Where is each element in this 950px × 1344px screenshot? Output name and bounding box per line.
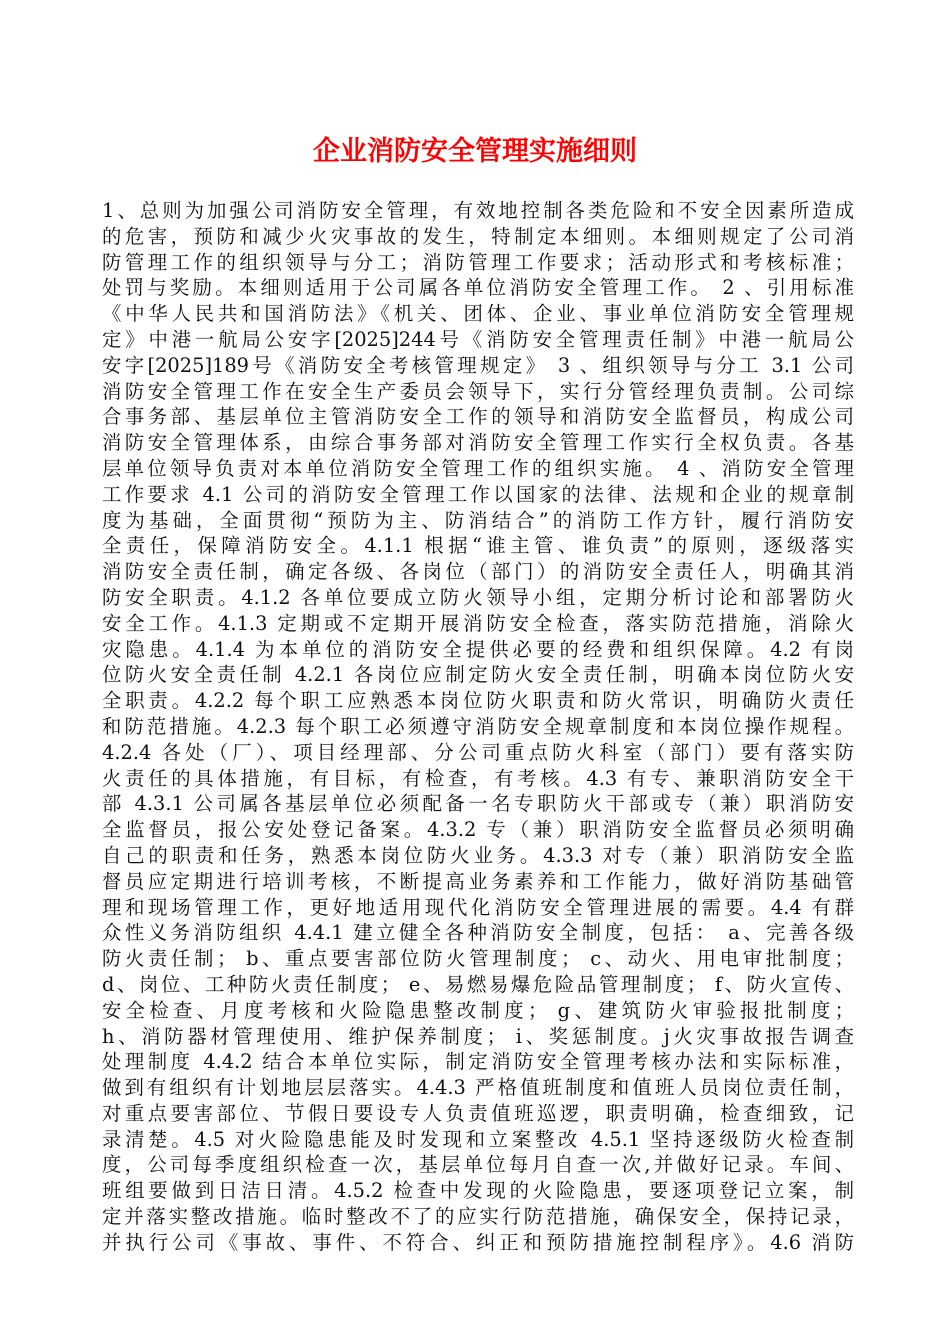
paragraph-line: 录清楚。4.5 对火险隐患能及时发现和立案整改 4.5.1 坚持逐级防火检查制	[102, 1127, 854, 1151]
paragraph-line: d、岗位、工种防火责任制度； e、易燃易爆危险品管理制度； f、防火宣传、	[102, 972, 854, 996]
paragraph-line: 消防安全责任制，确定各级、各岗位（部门）的消防安全责任人，明确其消	[102, 560, 854, 584]
paragraph-line: 火责任的具体措施，有目标，有检查，有考核。4.3 有专、兼职消防安全干	[102, 766, 854, 790]
paragraph-line: 合事务部、基层单位主管消防安全工作的领导和消防安全监督员，构成公司	[102, 405, 854, 429]
paragraph-line: 处罚与奖励。本细则适用于公司属各单位消防安全管理工作。 2 、引用标准	[102, 276, 854, 300]
paragraph-line: 安全检查、月度考核和火险隐患整改制度； g、建筑防火审验报批制度；	[102, 998, 854, 1022]
paragraph-line: 对重点要害部位、节假日要设专人负责值班巡逻，职责明确，检查细致，记	[102, 1101, 854, 1125]
document-body	[102, 198, 854, 1256]
paragraph-line: 消防安全管理工作在安全生产委员会领导下，实行分管经理负责制。公司综	[102, 379, 854, 403]
paragraph-line: 部 4.3.1 公司属各基层单位必须配备一名专职防火干部或专（兼）职消防安	[102, 792, 854, 816]
paragraph-line: h、消防器材管理使用、维护保养制度； i、奖惩制度。j火灾事故报告调查	[102, 1024, 854, 1048]
paragraph-line: 1、总则为加强公司消防安全管理，有效地控制各类危险和不安全因素所造成	[102, 199, 854, 222]
paragraph-line: 防管理工作的组织领导与分工；消防管理工作要求；活动形式和考核标准；	[102, 250, 854, 274]
paragraph-line: 层单位领导负责对本单位消防安全管理工作的组织实施。 4 、消防安全管理	[102, 456, 854, 480]
paragraph-line: 消防安全管理体系，由综合事务部对消防安全管理工作实行全权负责。各基	[102, 431, 854, 455]
paragraph-line: 的危害，预防和减少火灾事故的发生，特制定本细则。本细则规定了公司消	[102, 224, 854, 248]
paragraph-line: 4.2.4 各处（厂）、项目经理部、分公司重点防火科室（部门）要有落实防	[102, 740, 854, 764]
document-title: 企业消防安全管理实施细则	[313, 136, 637, 167]
paragraph-line: 位防火安全责任制 4.2.1 各岗位应制定防火安全责任制，明确本岗位防火安	[102, 663, 854, 687]
paragraph-line: 督员应定期进行培训考核，不断提高业务素养和工作能力，做好消防基础管	[102, 869, 854, 893]
paragraph-line: 定》中港一航局公安字[2025]244号《消防安全管理责任制》中港一航局公	[102, 327, 854, 351]
paragraph-line: 度为基础，全面贯彻“预防为主、防消结合”的消防工作方针，履行消防安	[102, 508, 854, 532]
paragraph-line: 全职责。4.2.2 每个职工应熟悉本岗位防火职责和防火常识，明确防火责任	[102, 689, 854, 713]
paragraph-line: 定并落实整改措施。临时整改不了的应实行防范措施，确保安全，保持记录，	[102, 1205, 854, 1229]
paragraph-line: 《中华人民共和国消防法》《机关、团体、企业、事业单位消防安全管理规	[102, 302, 854, 326]
paragraph-line: 度，公司每季度组织检查一次，基层单位每月自查一次,并做好记录。车间、	[102, 1153, 854, 1177]
paragraph-line: 灾隐患。4.1.4 为本单位的消防安全提供必要的经费和组织保障。4.2 有岗	[102, 637, 854, 661]
paragraph-line: 众性义务消防组织 4.4.1 建立健全各种消防安全制度，包括： a、完善各级	[102, 921, 854, 945]
paragraph-line: 并执行公司《事故、事件、不符合、纠正和预防措施控制程序》。4.6 消防	[102, 1230, 854, 1254]
paragraph-line: 全监督员，报公安处登记备案。4.3.2 专（兼）职消防安全监督员必须明确	[102, 818, 854, 842]
paragraph-line: 做到有组织有计划地层层落实。4.4.3 严格值班制度和值班人员岗位责任制，	[102, 1076, 854, 1100]
paragraph-line: 安字[2025]189号《消防安全考核管理规定》 3 、组织领导与分工 3.1 公司	[102, 353, 854, 377]
paragraph-line: 安全工作。4.1.3 定期或不定期开展消防安全检查，落实防范措施，消除火	[102, 611, 854, 635]
paragraph-line: 防火责任制； b、重点要害部位防火管理制度； c、动火、用电审批制度；	[102, 947, 854, 971]
paragraph-line: 全责任，保障消防安全。4.1.1 根据“谁主管、谁负责”的原则，逐级落实	[102, 534, 854, 558]
paragraph-line: 和防范措施。4.2.3 每个职工必须遵守消防安全规章制度和本岗位操作规程。	[102, 714, 854, 738]
paragraph-line: 工作要求 4.1 公司的消防安全管理工作以国家的法律、法规和企业的规章制	[102, 482, 854, 506]
paragraph-line: 班组要做到日洁日清。4.5.2 检查中发现的火险隐患，要逐项登记立案，制	[102, 1179, 854, 1203]
paragraph-line: 自己的职责和任务，熟悉本岗位防火业务。4.3.3 对专（兼）职消防安全监	[102, 843, 854, 867]
paragraph-line: 防安全职责。4.1.2 各单位要成立防火领导小组，定期分析讨论和部署防火	[102, 585, 854, 609]
paragraph-line: 理和现场管理工作，更好地适用现代化消防安全管理进展的需要。4.4 有群	[102, 895, 854, 919]
paragraph-line: 处理制度 4.4.2 结合本单位实际，制定消防安全管理考核办法和实际标准，	[102, 1050, 854, 1074]
